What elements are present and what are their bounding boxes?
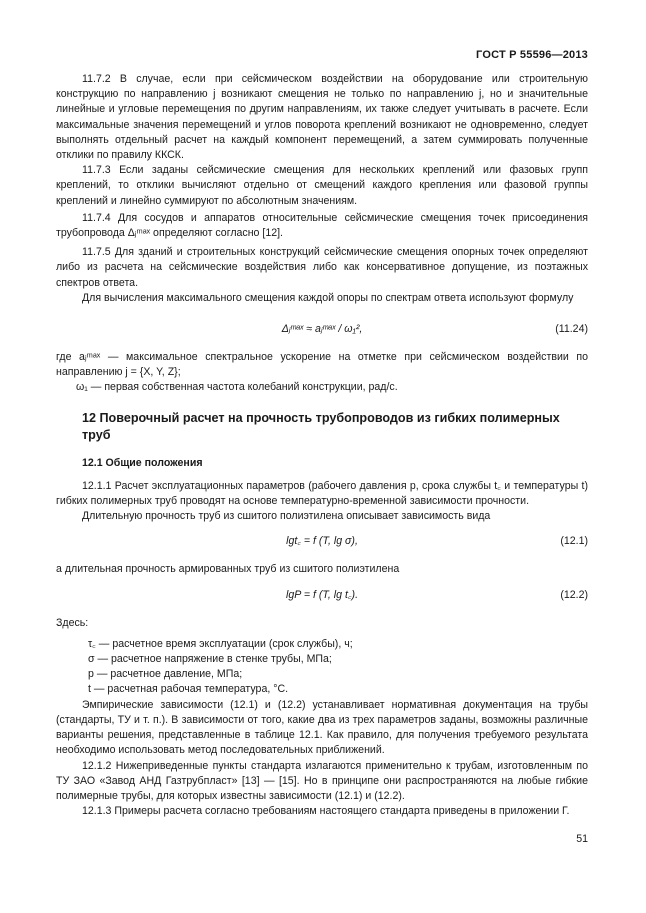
symbol-list [56, 637, 588, 698]
paragraph-11-7-4: 11.7.4 Для сосудов и аппаратов относительные сейсмические смещения точек присоединения трубопровода Δⱼᵐᵃˣ определяют согласно [12]. [56, 211, 588, 240]
page-content [56, 72, 588, 819]
paragraph-12-1-2: 12.1.2 Нижеприведенные пункты стандарта излагаются применительно к трубам, изготовленным по ТУ ЗАО «Завод АНД Газтрубпласт» [13] — [15]. Но в принципе они распространяются на любые гибкие полимерные трубы, для которых известны зависимости (12.1) и (12.2). [56, 759, 588, 802]
paragraph-formula-intro: Для вычисления максимального смещения каждой опоры по спектрам ответа используют формулу [82, 291, 574, 304]
formula-number: (12.2) [560, 588, 588, 601]
formula-11-24 [56, 316, 588, 346]
formula-number: (12.1) [560, 535, 588, 548]
paragraph-long-strength: Длительную прочность труб из сшитого полиэтилена описывает зависимость вида [82, 510, 491, 523]
paragraph-11-7-5: 11.7.5 Для зданий и строительных конструкций сейсмические смещения опорных точек определяют либо из расчета на сейсмические воздействия либо как консервативное допущение, из поэтажных спектров ответа. [56, 246, 588, 289]
formula-12-2 [56, 582, 588, 612]
section-12-1-heading: 12.1 Общие положения [82, 456, 203, 469]
paragraph-12-1-1: 12.1.1 Расчет эксплуатационных параметров (рабочего давления p, срока службы t꜀ и температуры t) гибких полимерных труб проводят на основе температурно-временной зависимости прочности. [56, 479, 588, 508]
formula-expression: Δⱼᵐᵃˣ ≈ aⱼᵐᵃˣ / ω₁², [281, 323, 363, 336]
paragraph-11-7-3: 11.7.3 Если заданы сейсмические смещения для нескольких креплений или фазовых групп креплений, то отклики вычисляют отдельно от смещений каждого крепления или фазовой группы креплений и линейно суммируют по абсолютным значениям. [56, 164, 588, 207]
list-item: σ — расчетное напряжение в стенке трубы, МПа; [88, 653, 332, 666]
formula-12-1 [56, 528, 588, 558]
standard-header: ГОСТ Р 55596—2013 [476, 49, 588, 61]
paragraph-empirical: Эмпирические зависимости (12.1) и (12.2) устанавливает нормативная документация на трубы (стандарты, ТУ и т. п.). В зависимости от того, какие два из трех параметров заданы, возможны различные варианты решения, представленные в таблице 12.1. Как правило, для получения требуемого результата необходимо использовать метод последовательных приближений. [56, 698, 588, 757]
paragraph-11-7-2: 11.7.2 В случае, если при сейсмическом воздействии на оборудование или строительную конструкцию по направлению j возникают смещения не только по направлению j, но и значительные линейные и угловые перемещения по другим направлениям, их также следует учитывать в расчете. Если максимальные значения перемещений и углов поворота креплений возникают не одновременно, следует выполнять отдельный расчет на каждый компонент перемещений, а затем суммировать полученные отклики по правилу ККСК. [56, 73, 588, 162]
paragraph-reinforced: а длительная прочность армированных труб из сшитого полиэтилена [56, 563, 400, 576]
list-item: p — расчетное давление, МПа; [88, 668, 243, 681]
paragraph-12-1-3: 12.1.3 Примеры расчета согласно требованиям настоящего стандарта приведены в приложении Г. [82, 805, 570, 818]
list-item: t — расчетная рабочая температура, °С. [88, 683, 289, 696]
definition-a-max: где aⱼᵐᵃˣ — максимальное спектральное ускорение на отметке при сейсмическом воздействии по направлению j = {X, Y, Z}; [56, 351, 588, 379]
formula-expression: lgP = f (T, lg t꜀). [285, 588, 359, 601]
formula-number: (11.24) [555, 323, 588, 336]
here-label: Здесь: [56, 616, 89, 629]
section-12-heading: 12 Поверочный расчет на прочность трубопроводов из гибких полимерных труб [82, 410, 560, 442]
definition-omega: ω₁ — первая собственная частота колебаний конструкции, рад/с. [76, 381, 398, 394]
formula-expression: lgt꜀ = f (T, lg σ), [286, 535, 358, 548]
list-item: τ꜀ — расчетное время эксплуатации (срок службы), ч; [88, 637, 353, 650]
page-number: 51 [576, 832, 588, 845]
